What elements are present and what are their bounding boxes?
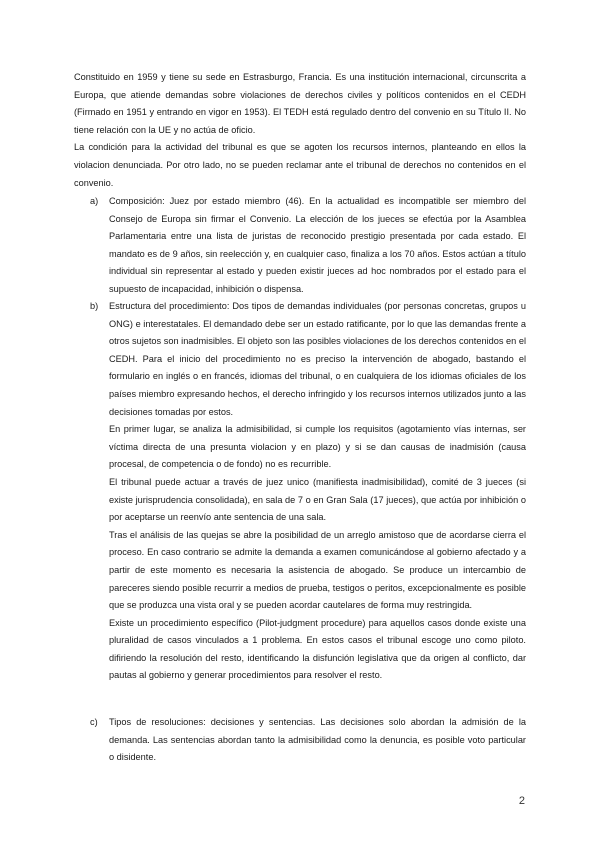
item-c-paragraph-1: Tipos de resoluciones: decisiones y sentencias. Las decisiones solo abordan la admisión de la demanda. Las sentencias abordan tanto la admisibilidad como la denuncia, es posible voto particular o disidente. — [109, 717, 526, 763]
list-marker: a) — [90, 196, 99, 206]
list-item-b — [90, 298, 526, 685]
list-item-a — [90, 193, 526, 299]
item-b-paragraph-4: Tras el análisis de las quejas se abre la posibilidad de un arreglo amistoso que de acordarse cierra el proceso. En caso contrario se admite la demanda a examen comunicándose al gobierno afectado y a partir de este momento es necesaria la asistencia de abogado. Se produce un intercambio de pareceres siendo posible recurrir a medios de prueba, testigos o peritos, excepcionalmente es posible que se produzca una vista oral y se pueden acordar cautelares de forma muy restringida. — [109, 529, 526, 611]
list-marker: c) — [90, 717, 98, 727]
item-b-paragraph-2: En primer lugar, se analiza la admisibilidad, si cumple los requisitos (agotamiento vías internas, ser víctima directa de una presunta violacion y en plazo) y si se dan causas de inadmisión (causa procesal, de competencia o de fondo) no es recurrible. — [109, 424, 526, 470]
intro-paragraph-1: Constituido en 1959 y tiene su sede en Estrasburgo, Francia. Es una institución internacional, circunscrita a Europa, que atiende demandas sobre violaciones de derechos civiles y políticos contenidos en el CEDH (Firmado en 1951 y entrando en vigor en 1953). El TEDH está regulado dentro del convenio en su Título II. No tiene relación con la UE y no actúa de oficio. — [74, 72, 526, 135]
item-b-paragraph-5: Existe un procedimiento específico (Pilot-judgment procedure) para aquellos casos donde existe una pluralidad de casos vinculados a 1 problema. En estos casos el tribunal escoge uno como piloto. difiriendo la resolución del resto, identificando la disfunción legislativa que da origen al conflicto, dar pautas al gobierno y generar procedimientos para resolver el resto. — [109, 617, 526, 681]
list-item-c — [90, 714, 526, 767]
page-number: 2 — [518, 795, 525, 807]
list-marker: b) — [90, 301, 99, 311]
intro-paragraph-2: La condición para la actividad del tribunal es que se agoten los recursos internos, planteando en ellos la violacion denunciada. Por otro lado, no se pueden reclamar ante el tribunal de derechos no contenidos en el convenio. — [74, 142, 526, 188]
item-b-paragraph-1: Estructura del procedimiento: Dos tipos de demandas individuales (por personas concretas, grupos u ONG) e interestatales. El demandado debe ser un estado ratificante, por lo que las demandas frente a otros sujetos son inadmisibles. El objeto son las posibles violaciones de los derechos contenidos en el CEDH. Para el inicio del procedimiento no es preciso la intervención de abogado, bastando el formulario en inglés o en francés, idiomas del tribunal, o en cualquiera de los idiomas oficiales de los países miembro expresando hechos, el derecho infringido y los recursos internos utilizados junto a las decisiones tomadas por estos. — [109, 301, 526, 417]
intro-section — [74, 69, 526, 192]
item-b-paragraph-3: El tribunal puede actuar a través de juez unico (manifiesta inadmisibilidad), comité de 3 jueces (si existe jurisprudencia consolidada), en sala de 7 o en Gran Sala (17 jueces), que actúa por inhibición o por aceptarse un reenvío ante sentencia de una sala. — [109, 476, 526, 523]
item-a-paragraph-1: Composición: Juez por estado miembro (46). En la actualidad es incompatible ser miembro del Consejo de Europa sin firmar el Convenio. La elección de los jueces se efectúa por la Asamblea Parlamentaria entre una lista de juristas de reconocido prestigio presentada por cada estado. El mandato es de 9 años, sin reelección y, en cualquier caso, finaliza a los 70 años. Estos actúan a título individual sin representar al estado y pueden existir jueces ad hoc nombrados por el estado para el supuesto de incapacidad, inhibición o dispensa. — [109, 196, 526, 294]
